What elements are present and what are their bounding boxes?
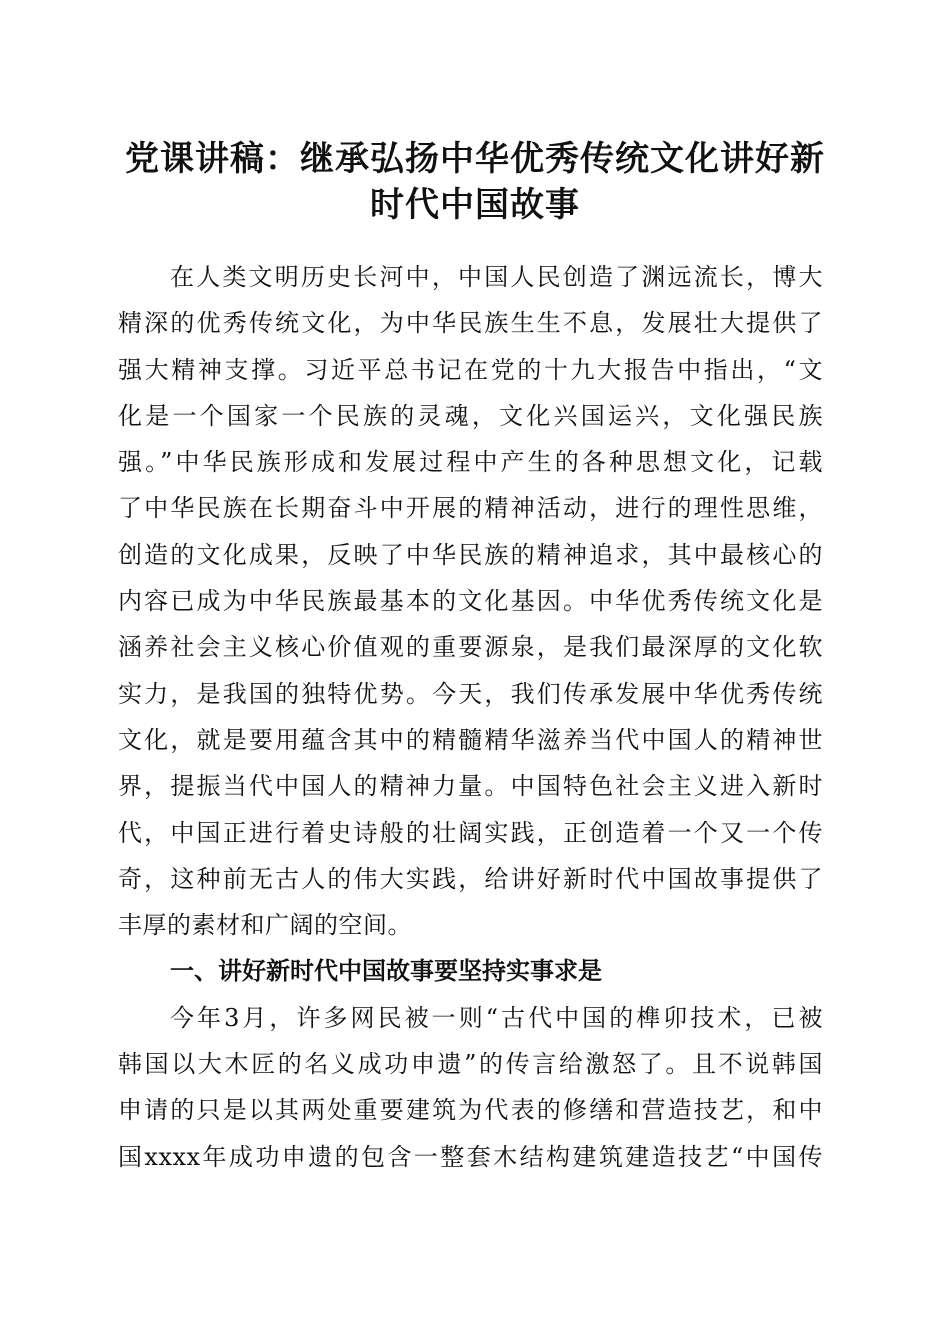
title-line-1: 党课讲稿：继承弘扬中华优秀传统文化讲好新 bbox=[125, 139, 825, 179]
paragraph-2 bbox=[118, 995, 823, 1180]
paragraph-1 bbox=[118, 254, 823, 948]
text-line: 精深的优秀传统文化，为中华民族生生不息，发展壮大提供了 bbox=[118, 309, 823, 338]
text-line: 奇，这种前无古人的伟大实践，给讲好新时代中国故事提供了 bbox=[118, 864, 823, 893]
text-line: 代，中国正进行着史诗般的壮阔实践，正创造着一个又一个传 bbox=[118, 818, 823, 847]
text-line: 强大精神支撑。习近平总书记在党的十九大报告中指出，“文 bbox=[118, 355, 823, 384]
text-line: 界，提振当代中国人的精神力量。中国特色社会主义进入新时 bbox=[118, 772, 823, 801]
text-line: 今年3月，许多网民被一则“古代中国的榫卯技术，已被 bbox=[170, 1003, 823, 1032]
document-title bbox=[110, 136, 840, 228]
text-line: 强。”中华民族形成和发展过程中产生的各种思想文化，记载 bbox=[118, 448, 823, 477]
text-line: 韩国以大木匠的名义成功申遗”的传言给激怒了。且不说韩国 bbox=[118, 1050, 823, 1079]
document-body bbox=[118, 254, 823, 1180]
text-line: 内容已成为中华民族最基本的文化基因。中华优秀传统文化是 bbox=[118, 587, 823, 616]
text-line: 丰厚的素材和广阔的空间。 bbox=[118, 911, 412, 940]
section-heading: 一、讲好新时代中国故事要坚持实事求是 bbox=[170, 957, 602, 986]
text-line: 化是一个国家一个民族的灵魂，文化兴国运兴，文化强民族 bbox=[118, 401, 823, 430]
text-line: 申请的只是以其两处重要建筑为代表的修缮和营造技艺，和中 bbox=[118, 1096, 823, 1125]
text-line: 国xxxx年成功申遗的包含一整套木结构建筑建造技艺“中国传 bbox=[118, 1142, 823, 1171]
text-line: 涵养社会主义核心价值观的重要源泉，是我们最深厚的文化软 bbox=[118, 633, 823, 662]
text-line: 实力，是我国的独特优势。今天，我们传承发展中华优秀传统 bbox=[118, 679, 823, 708]
title-line-2: 时代中国故事 bbox=[370, 185, 580, 225]
text-line: 在人类文明历史长河中，中国人民创造了渊远流长，博大 bbox=[170, 263, 823, 291]
text-line: 文化，就是要用蕴含其中的精髓精华滋养当代中国人的精神世 bbox=[118, 725, 823, 754]
text-line: 创造的文化成果，反映了中华民族的精神追求，其中最核心的 bbox=[118, 540, 823, 569]
text-line: 了中华民族在长期奋斗中开展的精神活动，进行的理性思维， bbox=[118, 494, 823, 523]
